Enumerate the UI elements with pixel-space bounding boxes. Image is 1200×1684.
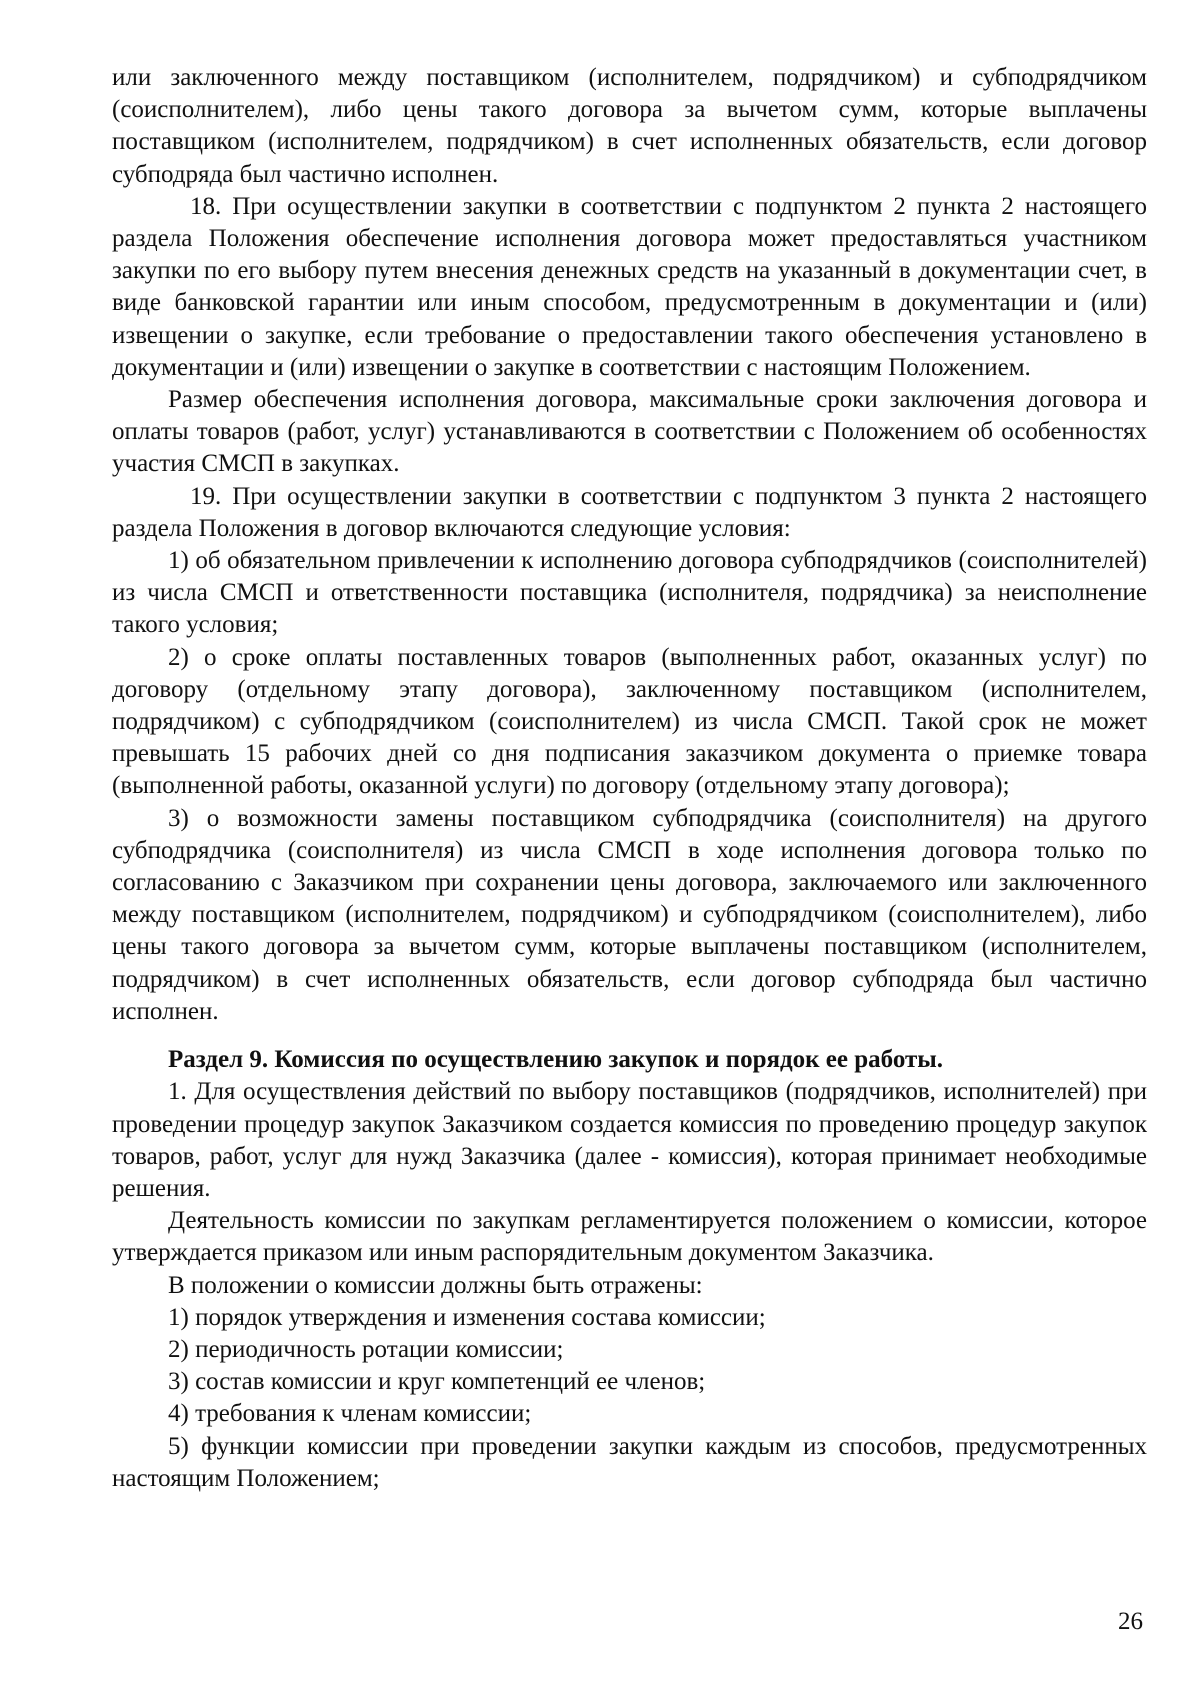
list-item: 2) периодичность ротации комиссии; — [168, 1335, 564, 1363]
list-item: 4) требования к членам комиссии; — [168, 1400, 532, 1428]
paragraph-commission-regulation: Деятельность комиссии по закупкам регламентируется положением о комиссии, которое утверждается приказом или иным распорядительным документом Заказчика. — [112, 1207, 1147, 1267]
list-item: 1) порядок утверждения и изменения состава комиссии; — [168, 1303, 766, 1331]
page-number: 26 — [1118, 1608, 1143, 1635]
document-page — [112, 62, 1147, 1495]
list-item: 5) функции комиссии при проведении закупки каждым из способов, предусмотренных настоящим Положением; — [112, 1432, 1147, 1492]
paragraph-commission-1: 1. Для осуществления действий по выбору поставщиков (подрядчиков, исполнителей) при проведении процедур закупок Заказчиком создается комиссия по проведению процедур закупок товаров, работ, услуг для нужд Заказчика (далее - комиссия), которая принимает необходимые решения. — [112, 1078, 1147, 1202]
list-item: 3) состав комиссии и круг компетенций ее членов; — [168, 1368, 706, 1396]
paragraph-item-19: 19. При осуществлении закупки в соответствии с подпунктом 3 пункта 2 настоящего раздела Положения в договор включаются следующие условия: — [112, 482, 1147, 542]
paragraph-condition-3: 3) о возможности замены поставщиком субподрядчика (соисполнителя) на другого субподрядчика (соисполнителя) из числа СМСП в ходе исполнения договора только по согласованию с Заказчиком при сохранении цены договора, заключаемого или заключенного между поставщиком (исполнителем, подрядчиком) и субподрядчиком (соисполнителем), либо цены такого договора за вычетом сумм, которые выплачены поставщиком (исполнителем, подрядчиком) в счет исполненных обязательств, если договор субподряда был частично исполнен. — [112, 804, 1147, 1025]
paragraph-continuation: или заключенного между поставщиком (исполнителем, подрядчиком) и субподрядчиком (соисполнителем), либо цены такого договора за вычетом сумм, которые выплачены поставщиком (исполнителем, подрядчиком) в счет исполненных обязательств, если договор субподряда был частично исполнен. — [112, 64, 1147, 188]
paragraph-item-18: 18. При осуществлении закупки в соответствии с подпунктом 2 пункта 2 настоящего раздела Положения обеспечение исполнения договора может предоставляться участником закупки по его выбору путем внесения денежных средств на указанный в документации счет, в виде банковской гарантии или иным способом, предусмотренным в документации и (или) извещении о закупке, если требование о предоставлении такого обеспечения установлено в документации и (или) извещении о закупке в соответствии с настоящим Положением. — [112, 192, 1147, 381]
paragraph-security-size: Размер обеспечения исполнения договора, максимальные сроки заключения договора и оплаты товаров (работ, услуг) устанавливаются в соответствии с Положением об особенностях участия СМСП в закупках. — [112, 386, 1147, 478]
section-heading: Раздел 9. Комиссия по осуществлению закупок и порядок ее работы. — [168, 1046, 944, 1074]
paragraph-condition-2: 2) о сроке оплаты поставленных товаров (выполненных работ, оказанных услуг) по договору (отдельному этапу договора), заключенному поставщиком (исполнителем, подрядчиком) с субподрядчиком (соисполнителем) из числа СМСП. Такой срок не может превышать 15 рабочих дней со дня подписания заказчиком документа о приемке товара (выполненной работы, оказанной услуги) по договору (отдельному этапу договора); — [112, 643, 1147, 800]
paragraph-commission-list-intro: В положении о комиссии должны быть отражены: — [168, 1271, 703, 1299]
paragraph-condition-1: 1) об обязательном привлечении к исполнению договора субподрядчиков (соисполнителей) из числа СМСП и ответственности поставщика (исполнителя, подрядчика) за неисполнение такого условия; — [112, 547, 1147, 639]
